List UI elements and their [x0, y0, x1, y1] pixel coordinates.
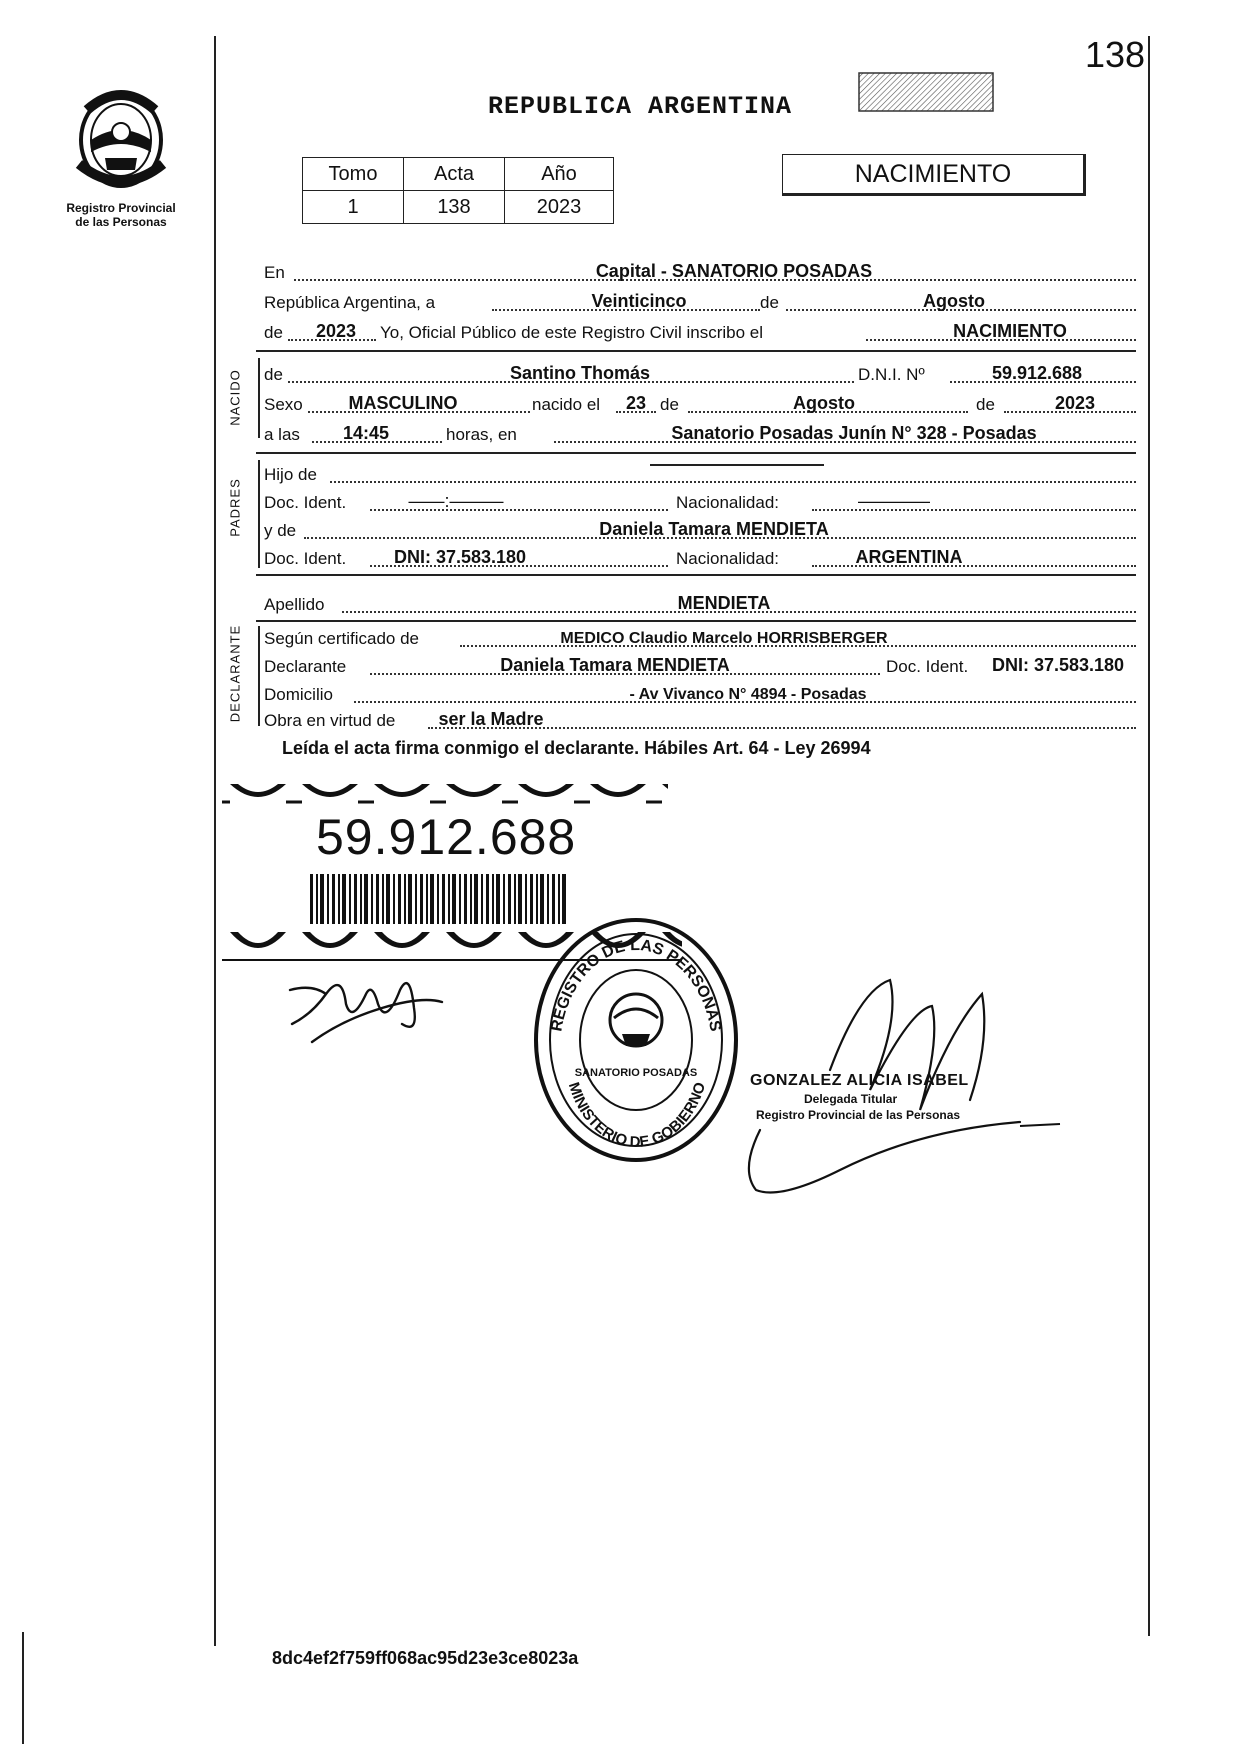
declarante-bar [258, 626, 260, 726]
line-obra: Obra en virtud de ser la Madre [264, 710, 1136, 734]
month-value: Agosto [923, 291, 985, 311]
document-title: REPUBLICA ARGENTINA [488, 92, 793, 121]
line-apellido: Apellido MENDIETA [264, 594, 1136, 618]
year-value: 2023 [315, 321, 357, 341]
apellido-value: MENDIETA [677, 593, 771, 613]
mother-name-value: Daniela Tamara MENDIETA [599, 519, 829, 539]
misiones-crest-icon [65, 80, 177, 192]
security-wave-band-top-icon [222, 780, 668, 808]
svg-text:REGISTRO DE LAS PERSONAS: REGISTRO DE LAS PERSONAS [548, 936, 724, 1033]
closing-statement: Leída el acta firma conmigo el declarante. Hábiles Art. 64 - Ley 26994 [282, 738, 871, 758]
birth-time-value: 14:45 [342, 423, 390, 443]
act-word-value: NACIMIENTO [953, 321, 1067, 341]
father-blank-mark [650, 464, 824, 466]
registry-table-value-row [303, 191, 614, 224]
declarante-doc-value: DNI: 37.583.180 [991, 655, 1125, 675]
line-hijo-de: Hijo de [264, 464, 1136, 488]
line-y-de: y de Daniela Tamara MENDIETA [264, 520, 1136, 544]
line-mother-doc: Doc. Ident. DNI: 37.583.180 Nacionalidad: ARGENTINA [264, 548, 1136, 572]
obra-value: ser la Madre [438, 709, 544, 729]
svg-text:SANATORIO POSADAS: SANATORIO POSADAS [574, 1067, 698, 1079]
dni-large-number: 59.912.688 [316, 809, 577, 865]
section-rule [256, 452, 1136, 454]
line-en: En Capital - SANATORIO POSADAS [264, 262, 1136, 286]
line-father-doc: Doc. Ident. ——:——— Nacionalidad: ———— [264, 492, 1136, 516]
right-margin-line [1148, 36, 1150, 1636]
svg-text:MINISTERIO DE GOBIERNO: MINISTERIO DE GOBIERNO [564, 1080, 710, 1151]
table-header-tomo: Tomo [303, 158, 404, 191]
certificado-value: MEDICO Claudio Marcelo HORRISBERGER [560, 630, 888, 647]
birth-month-value: Agosto [793, 393, 855, 413]
declarant-signature-icon [282, 964, 452, 1050]
section-rule [256, 620, 1136, 622]
official-seal-icon [530, 900, 742, 1162]
line-republica: República Argentina, a Veinticinco de Agosto [264, 292, 1136, 316]
birth-year-value: 2023 [1054, 393, 1096, 413]
security-stamp-icon [858, 72, 994, 112]
line-certificado: Según certificado de MEDICO Claudio Marcelo HORRISBERGER [264, 628, 1136, 652]
registry-crest [56, 80, 186, 229]
signer-name: GONZALEZ ALICIA ISABEL [750, 1072, 969, 1089]
act-type-box: NACIMIENTO [782, 154, 1086, 196]
table-header-acta: Acta [404, 158, 505, 191]
side-label-nacido: NACIDO [227, 369, 243, 426]
birth-place-value: Sanatorio Posadas Junín N° 328 - Posadas [671, 423, 1037, 443]
crest-caption: Registro Provincial de las Personas [66, 201, 176, 229]
child-dni-value: 59.912.688 [991, 363, 1083, 383]
registry-table-header-row [303, 158, 614, 191]
line-year-officer: de 2023 Yo, Oficial Público de este Registro Civil inscribo el NACIMIENTO [264, 322, 1136, 346]
line-nacido-name: de Santino Thomás D.N.I. Nº 59.912.688 [264, 364, 1136, 388]
line-domicilio: Domicilio - Av Vivanco N° 4894 - Posadas [264, 684, 1136, 708]
line-declarante: Declarante Daniela Tamara MENDIETA Doc. Ident. DNI: 37.583.180 [264, 656, 1136, 680]
nacido-bar [258, 358, 260, 438]
line-nacido-sexo: Sexo MASCULINO nacido el 23 de Agosto de 2023 [264, 394, 1136, 418]
declarante-name-value: Daniela Tamara MENDIETA [500, 655, 730, 675]
mother-nationality-value: ARGENTINA [855, 547, 963, 567]
barcode-icon [310, 874, 566, 924]
signer-block [750, 1072, 1070, 1122]
registry-table [302, 157, 614, 224]
bottom-left-edge-line [22, 1632, 24, 1744]
side-label-padres: PADRES [227, 478, 243, 537]
line-nacido-hora: a las 14:45 horas, en Sanatorio Posadas Junín N° 328 - Posadas [264, 424, 1136, 448]
table-value-acta: 138 [404, 191, 505, 224]
section-rule [256, 350, 1136, 352]
birth-day-value: 23 [625, 393, 647, 413]
page-number: 138 [1085, 34, 1146, 75]
padres-bar [258, 460, 260, 568]
child-name-value: Santino Thomás [509, 363, 650, 383]
father-doc-value: ——:——— [408, 491, 504, 511]
day-words-value: Veinticinco [591, 291, 687, 311]
sexo-value: MASCULINO [348, 393, 458, 413]
signer-role: Delegada Titular [804, 1092, 898, 1106]
signer-office: Registro Provincial de las Personas [756, 1108, 961, 1122]
section-rule [256, 574, 1136, 576]
side-label-declarante: DECLARANTE [227, 624, 243, 723]
domicilio-value: - Av Vivanco N° 4894 - Posadas [629, 686, 867, 703]
mother-doc-value: DNI: 37.583.180 [393, 547, 527, 567]
father-nationality-value: ———— [858, 491, 930, 511]
place-value: Capital - SANATORIO POSADAS [595, 261, 873, 281]
table-value-anio: 2023 [505, 191, 614, 224]
table-header-anio: Año [505, 158, 614, 191]
table-value-tomo: 1 [303, 191, 404, 224]
left-margin-line [214, 36, 216, 1646]
document-hash: 8dc4ef2f759ff068ac95d23e3ce8023a [272, 1648, 579, 1668]
